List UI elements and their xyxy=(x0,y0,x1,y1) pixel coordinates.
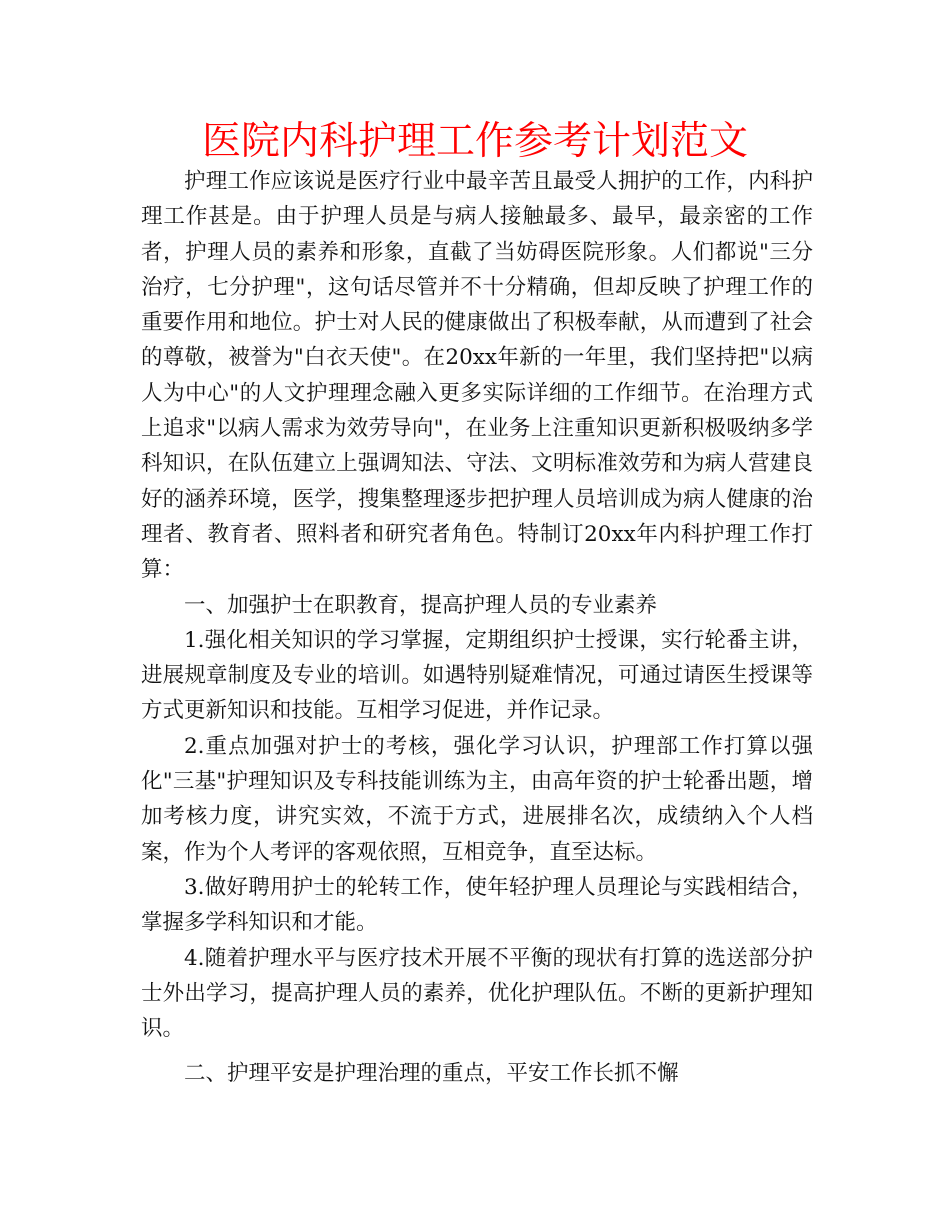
paragraph-item-1: 1.强化相关知识的学习掌握，定期组织护士授课，实行轮番主讲，进展规章制度及专业的培训。如遇特别疑难情况，可通过请医生授课等方式更新知识和技能。互相学习促进，并作记录。 xyxy=(141,627,813,724)
document-body xyxy=(141,164,813,1092)
paragraph-item-2: 2.重点加强对护士的考核，强化学习认识，护理部工作打算以强化"三基"护理知识及专科技能训练为主，由高年资的护士轮番出题，增加考核力度，讲究实效，不流于方式，进展排名次，成绩纳入个人档案，作为个人考评的客观依照，互相竞争，直至达标。 xyxy=(141,733,813,865)
paragraph-item-3: 3.做好聘用护士的轮转工作，使年轻护理人员理论与实践相结合，掌握多学科知识和才能。 xyxy=(141,874,813,936)
paragraph-item-4: 4.随着护理水平与医疗技术开展不平衡的现状有打算的选送部分护士外出学习，提高护理人员的素养，优化护理队伍。不断的更新护理知识。 xyxy=(141,945,813,1042)
paragraph-intro: 护理工作应该说是医疗行业中最辛苦且最受人拥护的工作，内科护理工作甚是。由于护理人员是与病人接触最多、最早，最亲密的工作者，护理人员的素养和形象，直截了当妨碍医院形象。人们都说"三分治疗，七分护理"，这句话尽管并不十分精确，但却反映了护理工作的重要作用和地位。护士对人民的健康做出了积极奉献，从而遭到了社会的尊敬，被誉为"白衣天使"。在20xx年新的一年里，我们坚持把"以病人为中心"的人文护理理念融入更多实际详细的工作细节。在治理方式上追求"以病人需求为效劳导向"，在业务上注重知识更新积极吸纳多学科知识，在队伍建立上强调知法、守法、文明标准效劳和为病人营建良好的涵养环境，医学，搜集整理逐步把护理人员培训成为病人健康的治理者、教育者、照料者和研究者角色。特制订20xx年内科护理工作打算： xyxy=(141,169,813,583)
document-title: 医院内科护理工作参考计划范文 xyxy=(201,119,748,164)
section-heading-1: 一、加强护士在职教育，提高护理人员的专业素养 xyxy=(184,592,658,618)
section-heading-2: 二、护理平安是护理治理的重点，平安工作长抓不懈 xyxy=(184,1061,679,1087)
